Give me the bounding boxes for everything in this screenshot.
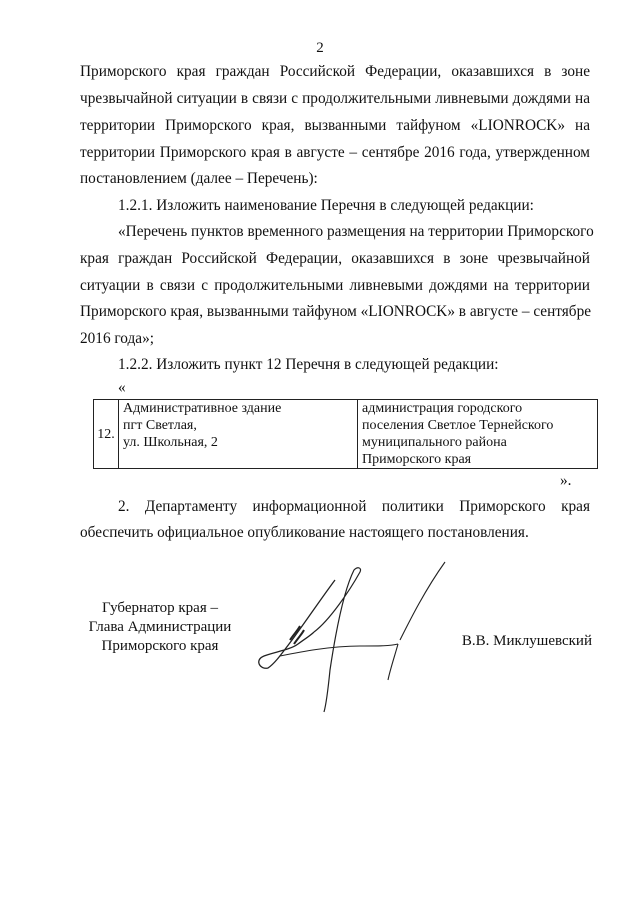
signatory-title — [80, 599, 240, 656]
responsible-line: муниципального района — [362, 435, 507, 450]
object-line: ул. Школьная, 2 — [123, 435, 218, 450]
clause-2: 2. Департаменту информационной политики Приморского края — [118, 498, 590, 515]
quote-line: 2016 года»; — [80, 330, 154, 347]
signatory-name: В.В. Миклушевский — [461, 633, 592, 649]
paragraph-line: территории Приморского края, вызванными тайфуном «LIONROCK» на — [80, 117, 590, 134]
paragraph-line: постановлением (далее – Перечень): — [80, 170, 318, 187]
insert-table — [93, 399, 598, 469]
clause-1-2-1: 1.2.1. Изложить наименование Перечня в следующей редакции: — [118, 197, 534, 214]
paragraph-line: Приморского края граждан Российской Федерации, оказавшихся в зоне — [80, 63, 590, 80]
object-line: пгт Светлая, — [123, 418, 197, 433]
title-line: Губернатор края – — [102, 600, 218, 616]
handwritten-signature — [250, 560, 460, 720]
object-cell — [119, 400, 358, 469]
open-quote: « — [118, 379, 126, 396]
row-number: 12. — [94, 400, 119, 469]
quote-line: ситуации в связи с продолжительными ливневыми дождями на территории — [80, 277, 590, 294]
paragraph-line: чрезвычайной ситуации в связи с продолжительными ливневыми дождями на — [80, 90, 590, 107]
paragraph-line: территории Приморского края в августе – сентябре 2016 года, утвержденном — [80, 144, 590, 161]
responsible-cell — [358, 400, 598, 469]
clause-2-line: обеспечить официальное опубликование настоящего постановления. — [80, 524, 529, 541]
responsible-line: администрация городского — [362, 401, 523, 416]
responsible-line: поселения Светлое Тернейского — [362, 418, 554, 433]
page-number: 2 — [316, 40, 324, 56]
quote-line: «Перечень пунктов временного размещения на территории Приморского — [118, 223, 594, 240]
quote-line: края граждан Российской Федерации, оказавшихся в зоне чрезвычайной — [80, 250, 590, 267]
responsible-line: Приморского края — [362, 452, 472, 467]
title-line: Приморского края — [101, 638, 219, 654]
clause-1-2-2: 1.2.2. Изложить пункт 12 Перечня в следующей редакции: — [118, 356, 499, 373]
object-line: Административное здание — [123, 401, 282, 416]
close-quote: ». — [560, 472, 572, 489]
table-row — [94, 400, 598, 469]
title-line: Глава Администрации — [88, 619, 232, 635]
quote-line: Приморского края, вызванными тайфуном «LIONROCK» в августе – сентябре — [80, 303, 592, 320]
